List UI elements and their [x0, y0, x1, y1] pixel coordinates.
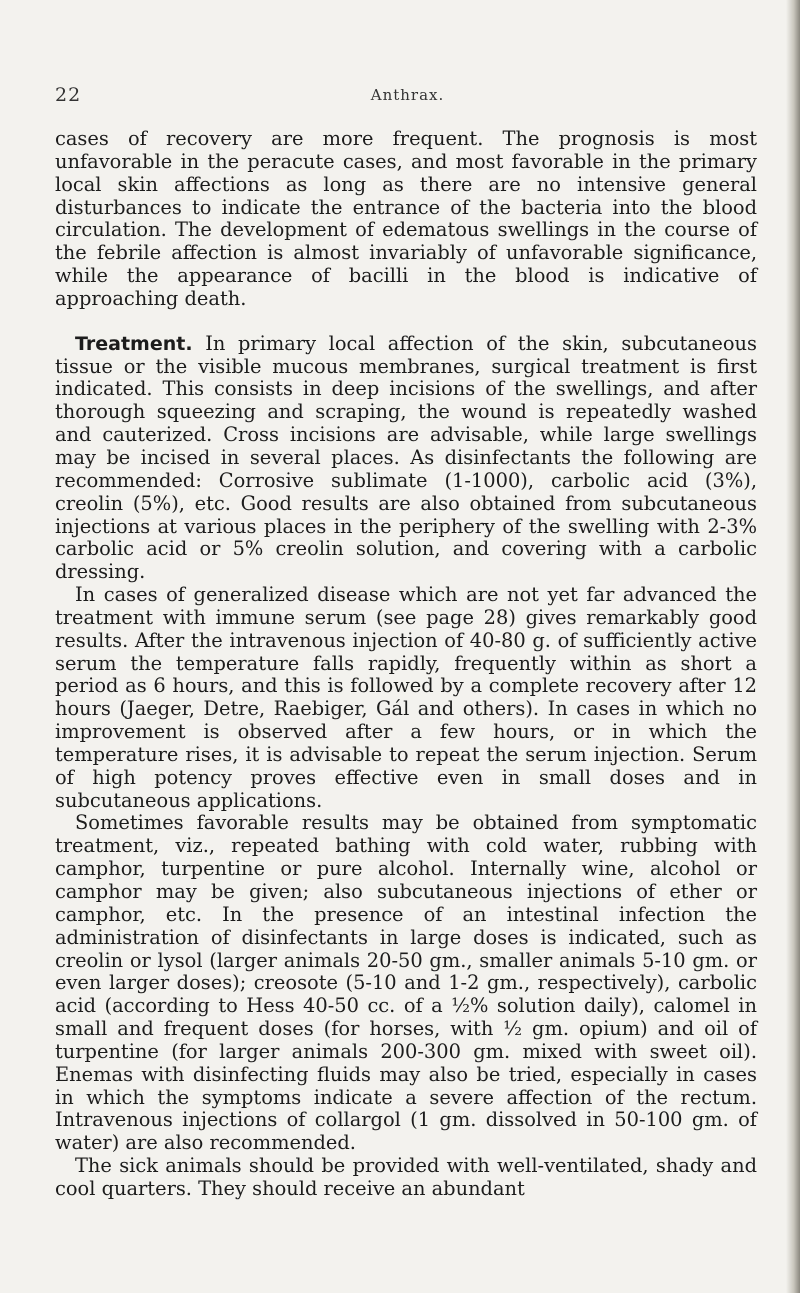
treatment-heading: Treatment. — [75, 332, 193, 355]
running-title: Anthrax. — [370, 86, 445, 104]
paragraph-serum-treatment: In cases of generalized disease which are not yet far advanced the treatment with immune serum (see page 28) gives remarkably good results. After the intravenous injection of 40-80 g. of sufficiently active serum the temperature falls rapidly, frequently within as short a period as 6 hours, and this is followed by a complete recovery after 12 hours (Jaeger, Detre, Raebiger, Gál and others). In cases in which no improvement is observed after a few hours, or in which the temperature rises, it is advisable to repeat the serum injection. Serum of high potency proves effective even in small doses and in subcutaneous applications. — [55, 583, 757, 812]
page-number: 22 — [55, 84, 82, 106]
page-edge-shadow — [786, 0, 800, 1293]
body-text — [55, 128, 757, 1201]
paragraph-symptomatic-treatment: Sometimes favorable results may be obtained from symptomatic treatment, viz., repeated bathing with cold water, rubbing with camphor, turpentine or pure alcohol. Internally wine, alcohol or camphor may be given; also subcutaneous injections of ether or camphor, etc. In the presence of an intestinal infection the administration of disinfectants in large doses is indicated, such as creolin or lysol (larger animals 20-50 gm., smaller animals 5-10 gm. or even larger doses); creosote (5-10 and 1-2 gm., respectively), carbolic acid (according to Hess 40-50 cc. of a ½% solution daily), calomel in small and frequent doses (for horses, with ½ gm. opium) and oil of turpentine (for larger animals 200-300 gm. mixed with sweet oil). Enemas with disinfecting fluids may also be tried, especially in cases in which the symptoms indicate a severe affection of the rectum. Intravenous injections of collargol (1 gm. dissolved in 50-100 gm. of water) are also recommended. — [55, 811, 757, 1155]
treatment-local-text: In primary local affection of the skin, subcutaneous tissue or the visible mucous membranes, surgical treatment is first indicated. This consists in deep incisions of the swellings, and after thorough squeezing and scraping, the wound is repeatedly washed and cauterized. Cross incisions are advisable, while large swellings may be incised in several places. As disinfectants the following are recommended: Corrosive sublimate (1-1000), carbolic acid (3%), creolin (5%), etc. Good results are also obtained from subcutaneous injections at various places in the periphery of the swelling with 2-3% carbolic acid or 5% creolin solution, and covering with a carbolic dressing. — [55, 331, 757, 584]
paragraph-prognosis: cases of recovery are more frequent. The prognosis is most unfavorable in the peracute cases, and most favorable in the primary local skin affections as long as there are no intensive general disturbances to indicate the entrance of the bacteria into the blood circulation. The development of edematous swellings in the course of the febrile affection is almost invariably of unfavorable significance, while the appearance of bacilli in the blood is indicative of approaching death. — [55, 127, 757, 310]
running-head — [55, 84, 760, 108]
paragraph-treatment-local — [55, 333, 757, 584]
paragraph-quarters: The sick animals should be provided with well-ventilated, shady and cool quarters. They should receive an abundant — [55, 1154, 757, 1200]
